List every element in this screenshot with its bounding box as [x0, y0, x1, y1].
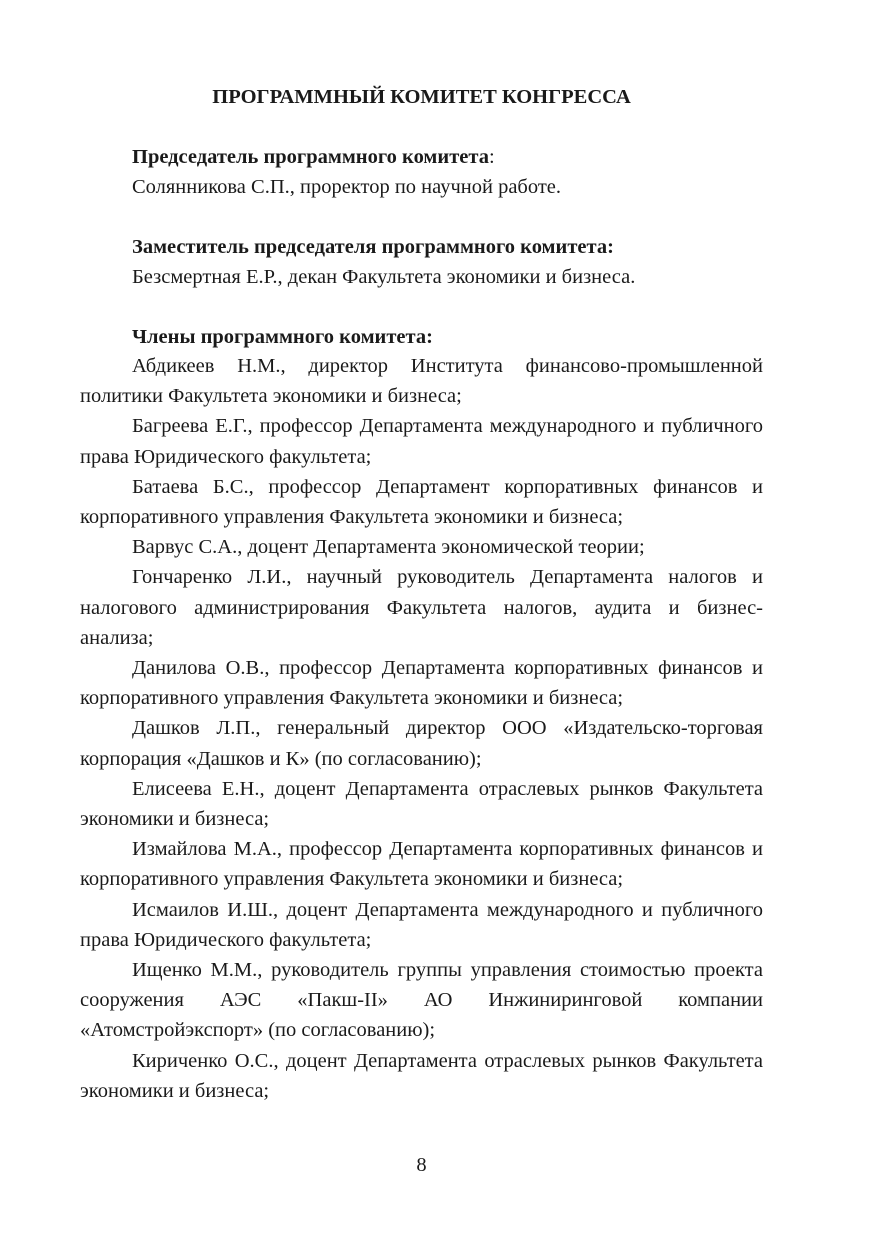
chairman-heading-colon: :	[488, 146, 495, 168]
deputy-heading: Заместитель председателя программного комитета:	[132, 236, 614, 258]
deputy-text: Безсмертная Е.Р., декан Факультета экономики и бизнеса.	[132, 266, 636, 288]
member-entry: Измайлова М.А., профессор Департамента корпоративных финансов и корпоративного управления Факультета экономики и бизнеса;	[80, 838, 763, 891]
page-number: 8	[416, 1154, 427, 1176]
page-title: ПРОГРАММНЫЙ КОМИТЕТ КОНГРЕССА	[212, 86, 631, 108]
chairman-heading-line	[80, 142, 763, 172]
deputy-section	[80, 232, 763, 292]
member-entry: Исмаилов И.Ш., доцент Департамента международного и публичного права Юридического факультета;	[80, 898, 763, 951]
chairman-section	[80, 142, 763, 202]
members-heading: Члены программного комитета:	[132, 326, 433, 348]
member-entry: Ищенко М.М., руководитель группы управления стоимостью проекта сооружения АЭС «Пакш-II» АО Инжиниринговой компании «Атомстройэкспорт» (по согласованию);	[80, 959, 763, 1042]
member-entry: Гончаренко Л.И., научный руководитель Департамента налогов и налогового администрирования Факультета налогов, аудита и бизнес-анализа;	[80, 566, 763, 649]
member-entry: Елисеева Е.Н., доцент Департамента отраслевых рынков Факультета экономики и бизнеса;	[80, 777, 763, 831]
chairman-text: Солянникова С.П., проректор по научной работе.	[132, 176, 562, 198]
members-list	[80, 351, 763, 1106]
member-entry: Варвус С.А., доцент Департамента экономической теории;	[132, 536, 645, 559]
member-entry: Кириченко О.С., доцент Департамента отраслевых рынков Факультета экономики и бизнеса;	[80, 1049, 763, 1102]
member-entry: Батаева Б.С., профессор Департамент корпоративных финансов и корпоративного управления Факультета экономики и бизнеса;	[80, 475, 763, 529]
members-heading-section	[80, 322, 763, 352]
chairman-heading: Председатель программного комитета	[132, 146, 489, 168]
member-entry: Дашков Л.П., генеральный директор ООО «Издательско-торговая корпорация «Дашков и К» (по согласованию);	[80, 717, 763, 770]
member-entry: Данилова О.В., профессор Департамента корпоративных финансов и корпоративного управления Факультета экономики и бизнеса;	[80, 657, 763, 710]
member-entry: Абдикеев Н.М., директор Института финансово-промышленной политики Факультета экономики и бизнеса;	[80, 355, 763, 408]
document-page	[80, 0, 763, 1240]
member-entry: Багреева Е.Г., профессор Департамента международного и публичного права Юридического факультета;	[80, 415, 763, 468]
